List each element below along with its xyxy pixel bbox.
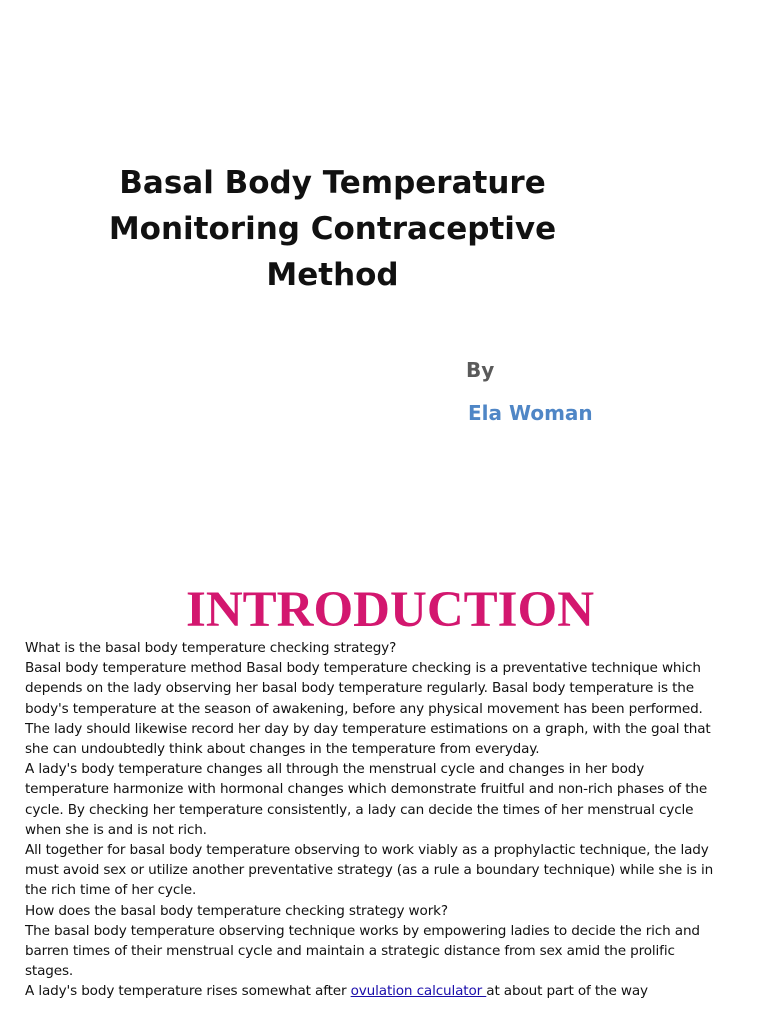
paragraph-definition: Basal body temperature method Basal body temperature checking is a preventative technique which depends on the lady observing her basal body temperature regularly. Basal body temperature is the body's temperature at the season of awakening, before any physical movement has been performed. The lady should likewise record her day by day temperature estimations on a graph, with the goal that she can undoubtedly think about changes in the temperature from everyday. (25, 660, 711, 758)
title-line-1: Basal Body Temperature (119, 165, 546, 201)
paragraph-abstain: All together for basal body temperature observing to work viably as a prophylactic technique, the lady must avoid sex or utilize another preventative strategy (as a rule a boundary technique) while she is in the rich time of her cycle. (25, 842, 714, 899)
author-name: Ela Woman (468, 401, 593, 425)
paragraph-how-it-works: The basal body temperature observing technique works by empowering ladies to decide the rich and barren times of their menstrual cycle and maintain a strategic distance from sex amid the prolific stages. (25, 922, 700, 980)
paragraph-ovulation-end: at about part of the way (486, 983, 648, 1000)
title-line-3: Method (266, 257, 399, 293)
introduction-body (25, 638, 715, 1002)
introduction-heading: INTRODUCTION (185, 582, 595, 638)
paragraph-ovulation (25, 981, 715, 1001)
question-how-does: How does the basal body temperature checking strategy work? (25, 902, 448, 919)
title-line-2: Monitoring Contraceptive (108, 211, 557, 247)
ovulation-calculator-link[interactable]: ovulation calculator (350, 983, 487, 1000)
paragraph-ovulation-start: A lady's body temperature rises somewhat after (25, 983, 351, 1000)
question-what-is: What is the basal body temperature checking strategy? (25, 640, 397, 656)
document-title (60, 160, 605, 298)
by-label: By (466, 358, 495, 382)
paragraph-temperature-changes: A lady's body temperature changes all through the menstrual cycle and changes in her body temperature harmonize with hormonal changes which demonstrate fruitful and non-rich phases of the cycle. By checking her temperature consistently, a lady can decide the times of her menstrual cycle when she is and is not rich. (25, 761, 708, 838)
